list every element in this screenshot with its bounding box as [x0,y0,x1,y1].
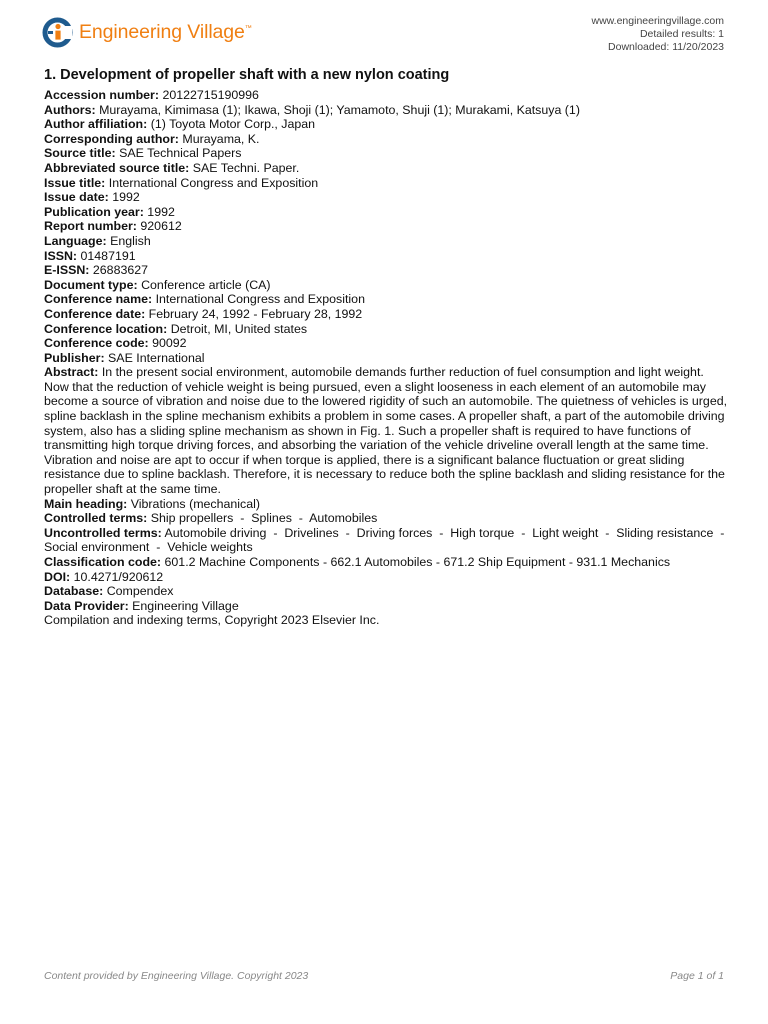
field-label: Document type: [44,277,138,292]
field-corresponding-author [44,132,728,147]
field-database [44,584,728,599]
field-label: Source title: [44,146,116,161]
field-value: English [110,233,151,248]
field-label: Controlled terms: [44,511,148,526]
detailed-results: Detailed results: 1 [639,28,724,40]
field-abbreviated-source-title [44,161,728,176]
field-abstract [44,365,731,497]
footer-credit: Content provided by Engineering Village. Copyright 2023 [44,970,309,982]
field-label: Language: [44,233,107,248]
field-authors [44,103,728,118]
field-label: ISSN: [44,248,78,263]
field-document-type [44,278,728,293]
field-uncontrolled-terms [44,525,732,555]
field-value: Conference article (CA) [141,277,271,292]
field-label: Data Provider: [44,598,129,613]
field-conference-code [44,336,728,351]
field-value: International Congress and Exposition [108,175,319,190]
brand-logo [42,17,252,48]
field-label: Conference code: [44,336,149,351]
field-issue-date [44,190,728,205]
field-value: (1) Toyota Motor Corp., Japan [150,117,316,132]
field-label: Corresponding author: [44,131,179,146]
field-label: Conference name: [44,292,153,307]
field-conference-name [44,292,728,307]
field-label: Publication year: [44,204,144,219]
field-value: 920612 [140,219,182,234]
field-label: Accession number: [44,88,159,102]
trademark: ™ [244,25,252,32]
page-number: Page 1 of 1 [670,970,724,982]
field-value: 90092 [152,336,187,351]
field-doi [44,570,728,585]
field-label: Conference location: [44,321,168,336]
record-title: 1. Development of propeller shaft with a new nylon coating [44,67,450,83]
field-value: In the present social environment, automobile demands further reduction of fuel consumption and light weight. Now that the reduction of vehicle weight is being pursued, even a slight looseness in each element of an automobile may become a source of vibration and noise due to the lowered rigidity of such an automobile. The quietness of vehicles is urged, spline backlash in the spline mechanism exhibits a problem in some cases. A propeller shaft, a part of the automobile driving system, also has a sliding spline mechanism as shown in Fig. 1. Such a propeller shaft is required to have functions of transmitting high torque driving forces, and absorbing the variation of the vehicle driveline overall length at the same time. Vibration and noise are apt to occur if when torque is applied, there is a significant balance fluctuation or great sliding resistance due to spline backlash. Therefore, it is necessary to reduce both the spline backlash and sliding resistance for the propeller shaft at the same time. [44,365,731,497]
field-value: Murayama, Kimimasa (1); Ikawa, Shoji (1); Yamamoto, Shuji (1); Murakami, Katsuya (1) [99,102,580,117]
field-language [44,234,728,249]
field-label: Database: [44,584,104,599]
field-classification-code [44,555,728,570]
field-value: 10.4271/920612 [73,569,164,584]
field-value: Detroit, MI, United states [170,321,308,336]
download-meta [592,15,725,54]
field-publication-year [44,205,728,220]
field-value: Vibrations (mechanical) [130,496,260,511]
field-value: 601.2 Machine Components - 662.1 Automobiles - 671.2 Ship Equipment - 931.1 Mechanics [164,555,671,569]
field-publisher [44,351,728,366]
field-report-number [44,219,728,234]
field-controlled-terms [44,511,728,526]
field-label: E-ISSN: [44,263,90,278]
site-url: www.engineeringvillage.com [591,15,724,27]
field-value: 26883627 [92,263,149,278]
field-label: Conference date: [44,306,146,321]
brand-name: Engineering Village™ [79,21,252,43]
field-issue-title [44,176,728,191]
field-value: SAE International [108,350,205,365]
field-label: Main heading: [44,496,128,511]
field-label: Abstract: [44,365,99,380]
field-label: Uncontrolled terms: [44,525,162,540]
record-fields [44,88,732,628]
field-main-heading [44,497,728,512]
field-author-affiliation [44,117,728,132]
field-conference-date [44,307,728,322]
field-label: Publisher: [44,350,105,365]
field-value: 01487191 [80,248,136,263]
field-value: Murayama, K. [182,131,260,146]
field-source-title [44,146,728,161]
field-value: 20122715190996 [162,88,259,102]
field-label: Classification code: [44,555,162,569]
field-value: International Congress and Exposition [155,292,365,307]
engineering-village-logo-icon [42,17,73,48]
field-value: Automobile driving - Drivelines - Driving forces - High torque - Light weight - Sliding resistance - Social environment - Vehicle weights [44,525,732,555]
field-label: Abbreviated source title: [44,160,190,175]
field-label: Authors: [44,102,96,117]
field-e-issn [44,263,728,278]
field-label: Issue date: [44,190,109,205]
field-value: SAE Technical Papers [119,146,242,161]
field-value: February 24, 1992 - February 28, 1992 [148,306,363,321]
field-label: Issue title: [44,175,106,190]
field-value: Engineering Village [132,598,239,613]
field-label: Report number: [44,219,137,234]
field-data-provider [44,599,728,614]
downloaded-date: Downloaded: 11/20/2023 [608,41,724,53]
field-value: SAE Techni. Paper. [192,160,300,175]
field-label: DOI: [44,569,71,584]
field-issn [44,249,728,264]
field-value: Compendex [106,584,174,599]
field-accession-number [44,88,728,103]
field-conference-location [44,322,728,337]
copyright-note: Compilation and indexing terms, Copyright 2023 Elsevier Inc. [44,613,380,628]
field-label: Author affiliation: [44,117,148,132]
field-value: 1992 [112,190,140,205]
field-value: 1992 [147,204,175,219]
page-header [0,0,768,60]
field-value: Ship propellers - Splines - Automobiles [150,511,378,526]
